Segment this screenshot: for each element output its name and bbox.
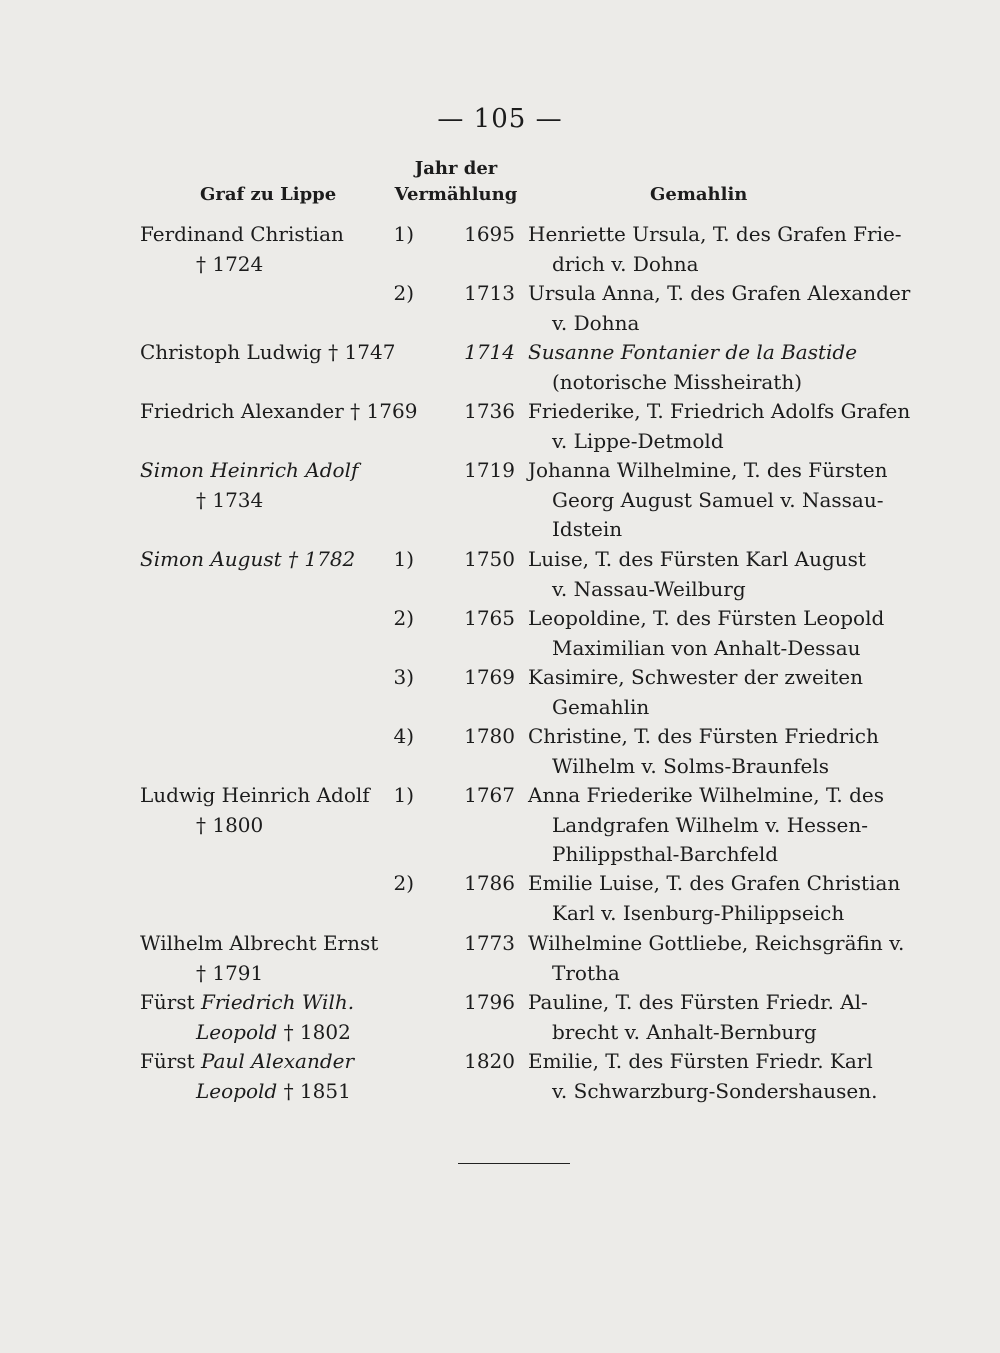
marriage-number: 1) [393,783,414,807]
header-gemahlin: Gemahlin [650,184,748,205]
marriage-year: 1786 [464,871,515,895]
marriage-year: 1769 [464,665,515,689]
spouse-text: Johanna Wilhelmine, T. des Fürsten Georg August Samuel v. Nassau- Idstein [528,458,888,541]
spouse-text: Anna Friederike Wilhelmine, T. des Landgrafen Wilhelm v. Hessen- Philippsthal-Barchfeld [528,783,884,866]
table-row [0,397,1000,456]
count-name: Christoph Ludwig † 1747 [140,340,396,364]
count-name: Friedrich Alexander † 1769 [140,399,418,423]
spouse-text: Pauline, T. des Fürsten Friedr. Al- brecht v. Anhalt-Bernburg [528,990,868,1044]
count-name: Fürst Paul Alexander Leopold † 1851 [140,1049,355,1103]
table-row [0,220,1000,338]
marriage-year: 1767 [464,783,515,807]
marriage-year: 1780 [464,724,515,748]
marriage-year: 1773 [464,931,515,955]
marriage-number: 2) [393,871,414,895]
page-number: — 105 — [437,104,563,134]
table-row [0,338,1000,397]
table-row [0,781,1000,928]
header-jahr-line1: Jahr der [414,158,498,179]
spouse-text: Wilhelmine Gottliebe, Reichsgräfin v. Trotha [528,931,905,985]
marriage-number: 2) [393,281,414,305]
marriage-year: 1765 [464,606,515,630]
marriage-year: 1820 [464,1049,515,1073]
marriage-year: 1719 [464,458,515,482]
spouse-text: Kasimire, Schwester der zweiten Gemahlin [528,665,863,719]
spouse-text: Emilie Luise, T. des Grafen Christian Karl v. Isenburg-Philippseich [528,871,901,925]
marriage-year: 1796 [464,990,515,1014]
marriage-number: 2) [393,606,414,630]
spouse-text: Luise, T. des Fürsten Karl August v. Nassau-Weilburg [528,547,866,601]
table-row [0,545,1000,781]
closing-rule [458,1163,570,1164]
header-graf: Graf zu Lippe [200,184,337,205]
marriage-number: 1) [393,547,414,571]
table-row [0,456,1000,544]
marriage-number: 1) [393,222,414,246]
spouse-text: Leopoldine, T. des Fürsten Leopold Maximilian von Anhalt-Dessau [528,606,885,660]
marriage-year: 1736 [464,399,515,423]
marriage-number: 3) [393,665,414,689]
spouse-text: Christine, T. des Fürsten Friedrich Wilhelm v. Solms-Braunfels [528,724,879,778]
table-row [0,1047,1000,1106]
spouse-text: Susanne Fontanier de la Bastide (notorische Missheirath) [528,340,858,394]
spouse-text: Emilie, T. des Fürsten Friedr. Karl v. Schwarzburg-Sondershausen. [528,1049,878,1103]
count-name: Simon August † 1782 [140,547,356,571]
count-name: Wilhelm Albrecht Ernst † 1791 [140,931,379,985]
count-name: Ferdinand Christian † 1724 [140,222,344,276]
count-name: Simon Heinrich Adolf † 1734 [140,458,359,512]
marriage-year: 1714 [464,340,515,364]
count-name: Ludwig Heinrich Adolf † 1800 [140,783,370,837]
table-row [0,929,1000,988]
marriage-year: 1750 [464,547,515,571]
genealogy-table [0,220,1000,1106]
spouse-text: Ursula Anna, T. des Grafen Alexander v. Dohna [528,281,911,335]
spouse-text: Friederike, T. Friedrich Adolfs Grafen v. Lippe-Detmold [528,399,911,453]
count-name: Fürst Friedrich Wilh. Leopold † 1802 [140,990,355,1044]
table-row [0,988,1000,1047]
marriage-year: 1695 [464,222,515,246]
header-jahr-line2: Vermählung [394,184,518,205]
header-jahr [392,156,520,208]
spouse-text: Henriette Ursula, T. des Grafen Frie- drich v. Dohna [528,222,902,276]
marriage-number: 4) [393,724,414,748]
marriage-year: 1713 [464,281,515,305]
